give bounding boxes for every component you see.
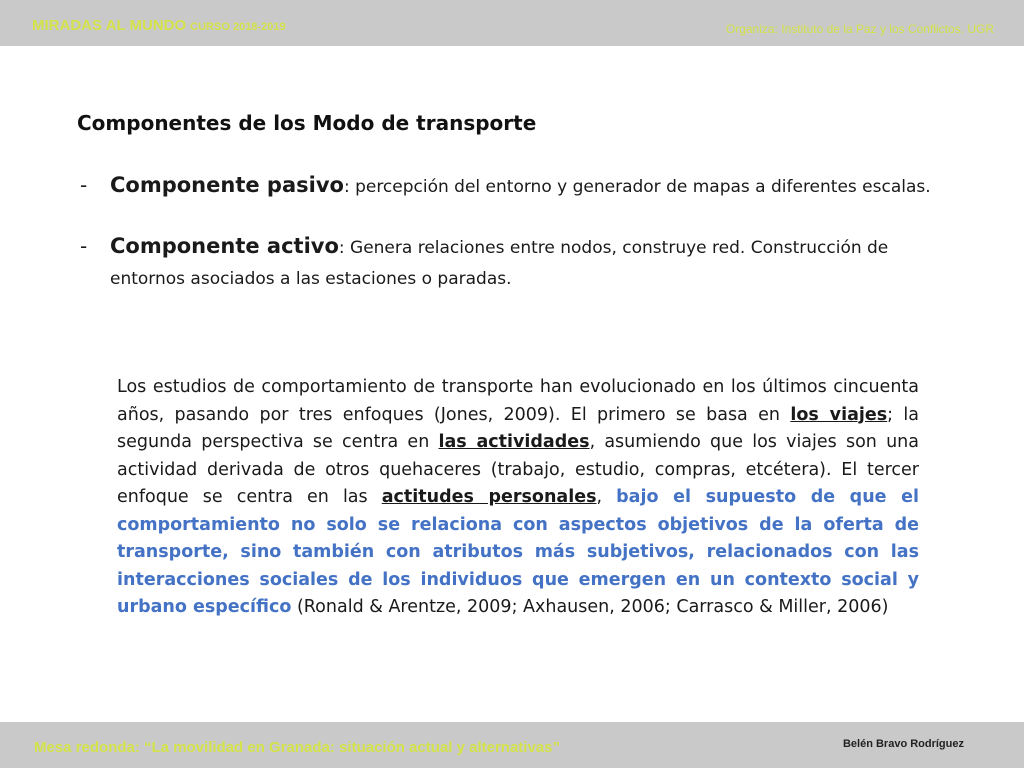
body-paragraph: [117, 374, 919, 622]
footer-author: Belén Bravo Rodríguez: [842, 738, 964, 750]
bullet-content: [110, 170, 940, 203]
header-bar: [0, 0, 1024, 46]
footer-event-title: Mesa redonda: “La movilidad en Granada: situación actual y alternativas”: [34, 739, 560, 756]
bullet-dash: -: [80, 173, 88, 197]
underlined-term-viajes: los viajes: [790, 404, 888, 425]
paragraph-text: Los estudios de comportamiento de transporte han evolucionado en los últimos cincuenta años, pasando por tres enfoques (Jones, 2009). El primero se basa en: [117, 377, 919, 425]
bullet-dash: -: [80, 234, 88, 258]
footer-bar: [0, 722, 1024, 768]
underlined-term-actitudes: actitudes personales: [381, 487, 597, 507]
paragraph-text: , asumiendo que los viajes son una actividad derivada de otros quehaceres (trabajo, estudio, compras, etcétera). El tercer enfoque se centra en las: [117, 432, 919, 507]
header-organizer: Organiza: Instituto de la Paz y los Conflictos. UGR: [725, 22, 994, 36]
bullet-passive: [80, 170, 940, 203]
bullet-content: [110, 231, 940, 295]
paragraph-text: ,: [596, 487, 617, 507]
bullet-term: Componente activo: [110, 234, 339, 258]
citation-text: (Ronald & Arentze, 2009; Axhausen, 2006; Carrasco & Miller, 2006): [291, 597, 889, 617]
underlined-term-actividades: las actividades: [438, 432, 590, 452]
header-title-text: MIRADAS AL MUNDO: [32, 17, 187, 34]
highlighted-text: bajo el supuesto de que el comportamiento no solo se relaciona con aspectos objetivos de la oferta de transporte, sino también con atributos más subjetivos, relacionados con las interacciones sociales de los individuos que emergen en un contexto social y urbano específico: [117, 487, 919, 617]
bullet-text: : percepción del entorno y generador de mapas a diferentes escalas.: [343, 177, 931, 197]
header-course: CURSO 2018-2019: [190, 21, 286, 33]
bullet-term: Componente pasivo: [110, 173, 344, 197]
slide-title: Componentes de los Modo de transporte: [77, 111, 537, 135]
header-title: [32, 17, 286, 34]
paragraph-text: ; la segunda perspectiva se centra en: [117, 404, 920, 452]
bullet-active: [80, 231, 940, 295]
bullet-text: : Genera relaciones entre nodos, construye red. Construcción de entornos asociados a las estaciones o paradas.: [110, 238, 889, 289]
